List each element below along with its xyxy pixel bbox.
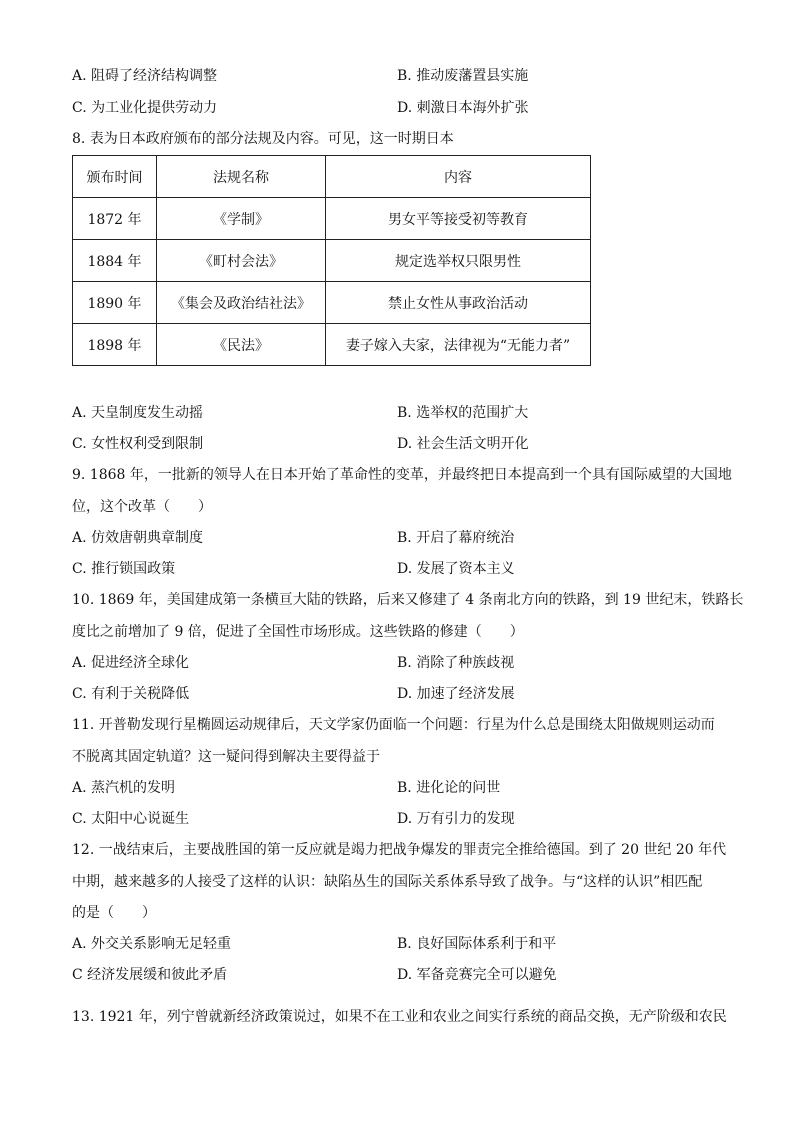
q7-option-c: C. 为工业化提供劳动力 xyxy=(72,100,218,116)
table-cell: 1898 年 xyxy=(73,324,157,366)
q11-stem-line-2: 不脱离其固定轨道？这一疑问得到解决主要得益于 xyxy=(72,749,380,765)
q13-stem-line-1: 13. 1921 年，列宁曾就新经济政策说过，如果不在工业和农业之间实行系统的商品交换，无产阶级和农民 xyxy=(72,1009,727,1025)
q11-option-a: A. 蒸汽机的发明 xyxy=(72,780,176,796)
q12-option-a: A. 外交关系影响无足轻重 xyxy=(72,936,232,952)
table-cell: 1872 年 xyxy=(73,198,157,240)
q8-option-c: C. 女性权利受到限制 xyxy=(72,436,204,452)
q10-option-c: C. 有利于关税降低 xyxy=(72,686,190,702)
q9-option-d: D. 发展了资本主义 xyxy=(397,561,515,577)
table-row xyxy=(73,324,591,366)
q8-option-d: D. 社会生活文明开化 xyxy=(397,436,529,452)
table-cell: 《集会及政治结社法》 xyxy=(157,282,326,324)
table-row xyxy=(73,240,591,282)
q12-stem-line-1: 12. 一战结束后，主要战胜国的第一反应就是竭力把战争爆发的罪责完全推给德国。到了 20 世纪 20 年代 xyxy=(72,842,727,858)
table-cell: 禁止女性从事政治活动 xyxy=(326,282,591,324)
q12-option-d: D. 军备竞赛完全可以避免 xyxy=(397,967,557,983)
q12-stem-line-2: 中期，越来越多的人接受了这样的认识：缺陷丛生的国际关系体系导致了战争。与“这样的认识”相匹配 xyxy=(72,874,703,890)
q9-stem-line-2: 位，这个改革（ ） xyxy=(72,499,212,515)
q9-stem-line-1: 9. 1868 年，一批新的领导人在日本开始了革命性的变革，并最终把日本提高到一个具有国际威望的大国地 xyxy=(72,467,732,483)
table-header-cell: 法规名称 xyxy=(157,156,326,198)
q7-option-a: A. 阻碍了经济结构调整 xyxy=(72,68,218,84)
q7-option-d: D. 刺激日本海外扩张 xyxy=(397,100,529,116)
q8-law-table xyxy=(72,155,591,366)
table-cell: 《学制》 xyxy=(157,198,326,240)
q9-option-a: A. 仿效唐朝典章制度 xyxy=(72,530,204,546)
q10-option-b: B. 消除了种族歧视 xyxy=(397,655,515,671)
q10-option-a: A. 促进经济全球化 xyxy=(72,655,190,671)
table-row xyxy=(73,282,591,324)
q12-option-b: B. 良好国际体系利于和平 xyxy=(397,936,557,952)
q11-option-d: D. 万有引力的发现 xyxy=(397,811,515,827)
table-cell: 妻子嫁入夫家，法律视为“无能力者” xyxy=(326,324,591,366)
table-cell: 规定选举权只限男性 xyxy=(326,240,591,282)
table-cell: 《民法》 xyxy=(157,324,326,366)
table-cell: 男女平等接受初等教育 xyxy=(326,198,591,240)
q8-option-b: B. 选举权的范围扩大 xyxy=(397,405,529,421)
q10-option-d: D. 加速了经济发展 xyxy=(397,686,515,702)
table-header-cell: 内容 xyxy=(326,156,591,198)
table-header-row xyxy=(73,156,591,198)
q8-stem: 8. 表为日本政府颁布的部分法规及内容。可见，这一时期日本 xyxy=(72,131,454,147)
table-cell: 《町村会法》 xyxy=(157,240,326,282)
q12-stem-line-3: 的是（ ） xyxy=(72,905,156,921)
q10-stem-line-2: 度比之前增加了 9 倍，促进了全国性市场形成。这些铁路的修建（ ） xyxy=(72,624,524,640)
table-row xyxy=(73,198,591,240)
q7-option-b: B. 推动废藩置县实施 xyxy=(397,68,529,84)
q10-stem-line-1: 10. 1869 年，美国建成第一条横亘大陆的铁路，后来又修建了 4 条南北方向的铁路，到 19 世纪末，铁路长 xyxy=(72,592,744,608)
q11-option-b: B. 进化论的问世 xyxy=(397,780,501,796)
q12-option-c: C 经济发展缓和彼此矛盾 xyxy=(72,967,228,983)
q11-option-c: C. 太阳中心说诞生 xyxy=(72,811,190,827)
q9-option-b: B. 开启了幕府统治 xyxy=(397,530,515,546)
q11-stem-line-1: 11. 开普勒发现行星椭圆运动规律后，天文学家仍面临一个问题：行星为什么总是围绕太阳做规则运动而 xyxy=(72,717,715,733)
table-header-cell: 颁布时间 xyxy=(73,156,157,198)
q8-option-a: A. 天皇制度发生动摇 xyxy=(72,405,204,421)
q9-option-c: C. 推行锁国政策 xyxy=(72,561,176,577)
table-cell: 1884 年 xyxy=(73,240,157,282)
table-cell: 1890 年 xyxy=(73,282,157,324)
